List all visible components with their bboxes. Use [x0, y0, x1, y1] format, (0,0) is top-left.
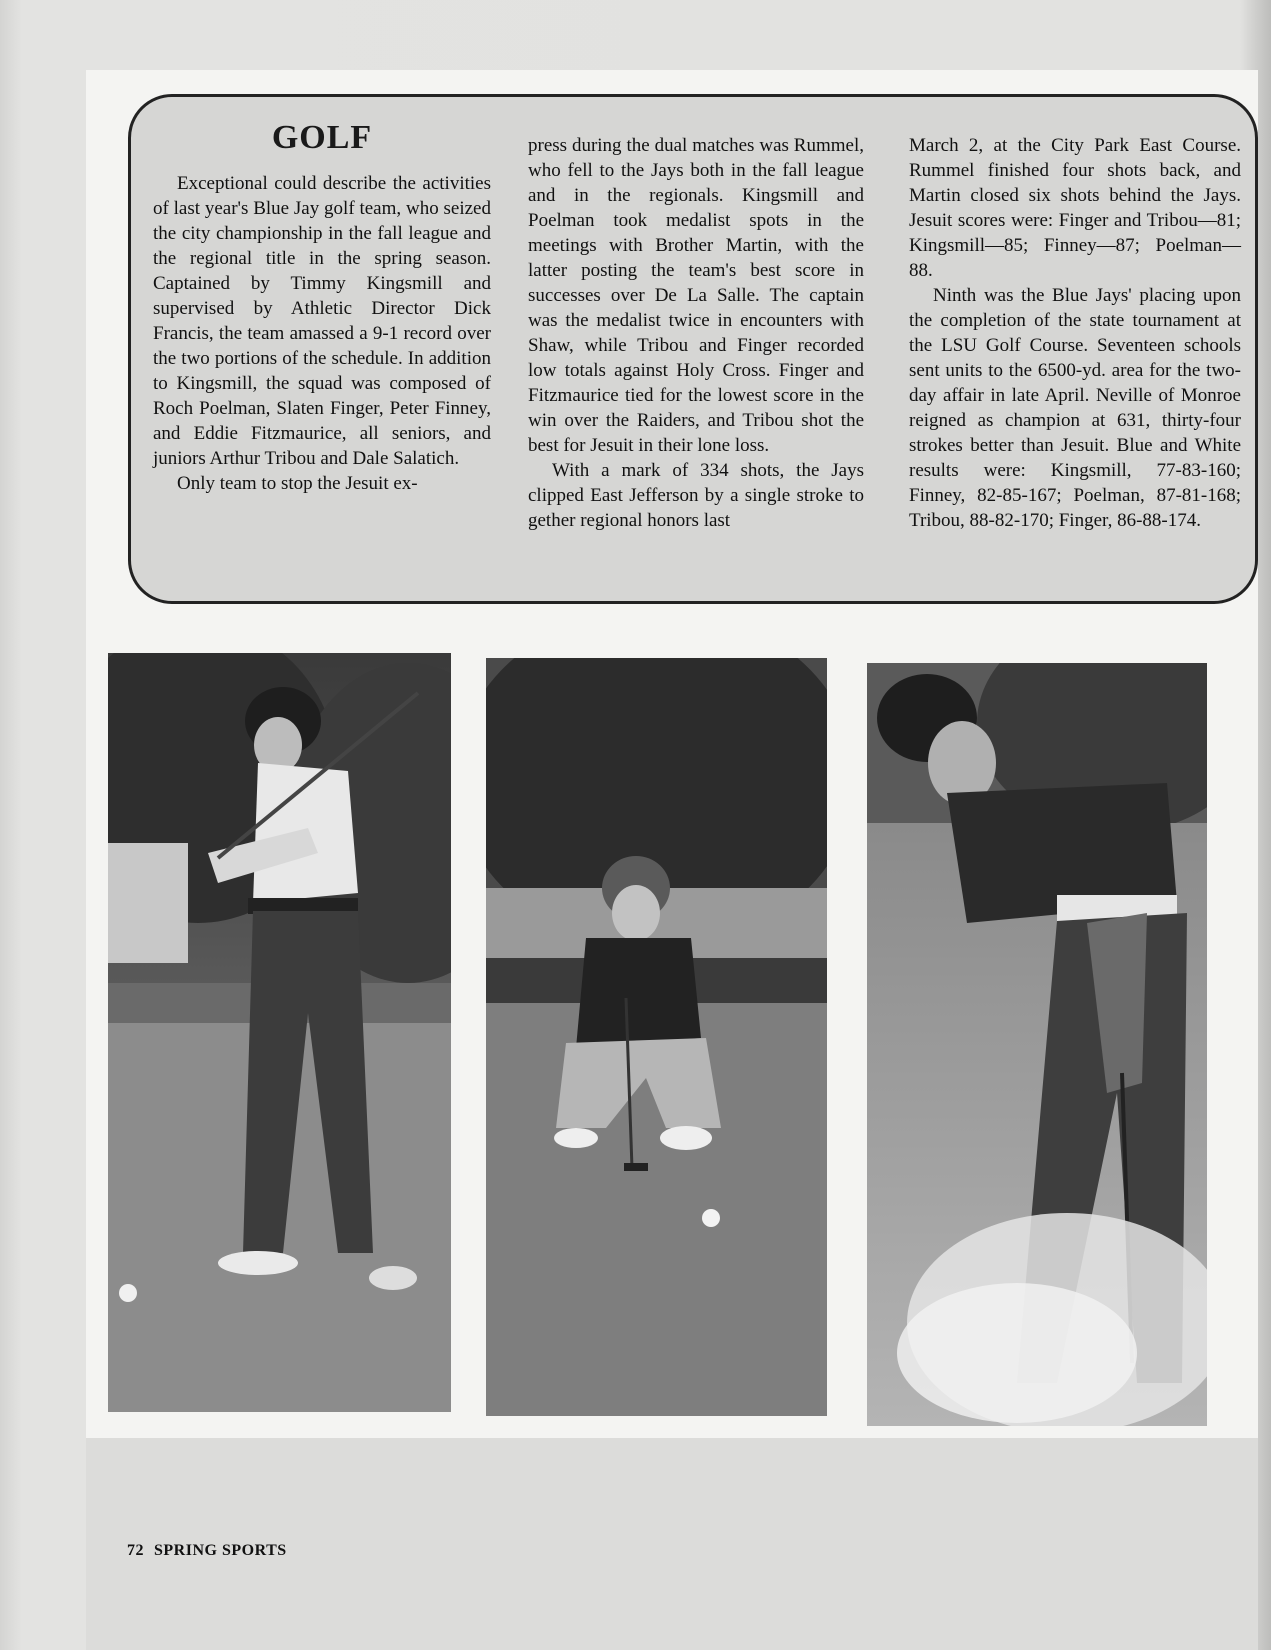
golf-article-box [128, 94, 1258, 604]
photo-golfer-sand-shot [867, 663, 1207, 1426]
article-paragraph: Only team to stop the Jesuit ex- [177, 473, 418, 494]
article-paragraph: Exceptional could describe the activities of last year's Blue Jay golf team, who seized the city championship in the fall league and the regional title in the spring season. Captained by Timmy Kingsmill and supervised by Athletic Director Dick Francis, the team amassed a 9-1 record over the two portions of the schedule. In addition to Kingsmill, the squad was composed of Roch Poelman, Slaten Finger, Peter Finney, and Eddie Fitzmaurice, all seniors, and juniors Arthur Tribou and Dale Salatich. [153, 173, 491, 469]
photo-golfer-lining-up-putt [486, 658, 827, 1416]
article-column-3 [909, 133, 1241, 533]
article-title: GOLF [271, 119, 373, 156]
article-column-2 [528, 133, 864, 533]
article-column-1 [153, 119, 491, 496]
article-paragraph: March 2, at the City Park East Course. Rummel finished four shots back, and Martin closed six shots behind the Jays. Jesuit scores were: Finger and Tribou—81; Kingsmill—85; Finney—87; Poelman—88. [909, 135, 1241, 281]
section-name: SPRING SPORTS [154, 1542, 287, 1559]
article-paragraph: press during the dual matches was Rummel, who fell to the Jays both in the fall league and in the regionals. Kingsmill and Poelman took medalist spots in the meetings with Brother Martin, with the latter posting the team's best score in successes over De La Salle. The captain was the medalist twice in encounters with Shaw, while Tribou and Finger recorded low totals against Holy Cross. Finger and Fitzmaurice tied for the lowest score in the win over the Raiders, and Tribou shot the best for Jesuit in their lone loss. [528, 135, 864, 456]
article-paragraph: With a mark of 334 shots, the Jays clipped East Jefferson by a single stroke to gether regional honors last [528, 460, 864, 531]
article-paragraph: Ninth was the Blue Jays' placing upon the completion of the state tournament at the LSU Golf Course. Seventeen schools sent units to the 6500-yd. area for the two-day affair in late April. Neville of Monroe reigned as champion at 631, thirty-four strokes better than Jesuit. Blue and White results were: Kingsmill, 77-83-160; Finney, 82-85-167; Poelman, 87-81-168; Tribou, 88-82-170; Finger, 86-88-174. [909, 285, 1241, 531]
photo-golfer-swinging [108, 653, 451, 1412]
page-footer [127, 1542, 297, 1560]
page-number: 72 [127, 1542, 144, 1559]
